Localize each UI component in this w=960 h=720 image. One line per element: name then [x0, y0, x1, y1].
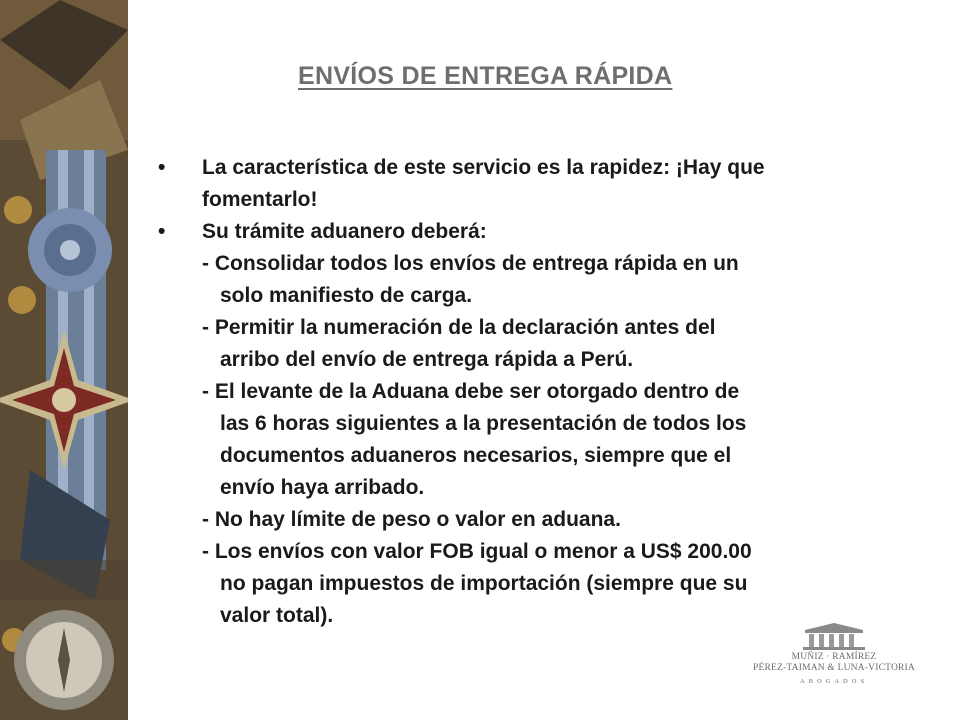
- bullet-line: Su trámite aduanero deberá:: [202, 220, 487, 243]
- slide-title: ENVÍOS DE ENTREGA RÁPIDA: [298, 62, 673, 90]
- medal-collage-illustration: [0, 0, 128, 720]
- bullet-line: La característica de este servicio es la rapidez: ¡Hay que: [202, 156, 765, 179]
- bullet-item: [150, 216, 930, 632]
- bullet-line: - Consolidar todos los envíos de entrega rápida en un: [202, 252, 739, 275]
- bullet-line: documentos aduaneros necesarios, siempre que el: [220, 444, 732, 467]
- bullet-list: [150, 152, 930, 632]
- bullet-line: - Permitir la numeración de la declaración antes del: [202, 316, 716, 339]
- bullet-line: arribo del envío de entrega rápida a Perú.: [220, 348, 634, 371]
- bullet-marker: •: [158, 156, 166, 179]
- decorative-side-image: [0, 0, 128, 720]
- logo-line-2: PÉREZ-TAIMAN & LUNA-VICTORIA: [753, 663, 915, 673]
- bullet-item: [150, 152, 930, 216]
- firm-logo: [753, 622, 915, 702]
- bullet-line: las 6 horas siguientes a la presentación de todos los: [220, 412, 747, 435]
- bullet-line: solo manifiesto de carga.: [220, 284, 473, 307]
- bullet-line: envío haya arribado.: [220, 476, 425, 499]
- bullet-line: valor total).: [220, 604, 334, 627]
- bullet-marker: •: [158, 220, 166, 243]
- logo-line-3: ABOGADOS: [799, 678, 869, 685]
- bullet-line: - No hay límite de peso o valor en aduana.: [202, 508, 621, 531]
- columns-building-icon: [801, 622, 867, 652]
- logo-line-1: MUÑIZ · RAMÍREZ: [791, 652, 877, 662]
- bullet-line: fomentarlo!: [202, 188, 318, 211]
- bullet-line: no pagan impuestos de importación (siempre que su: [220, 572, 748, 595]
- bullet-line: - Los envíos con valor FOB igual o menor a US$ 200.00: [202, 540, 752, 563]
- bullet-line: - El levante de la Aduana debe ser otorgado dentro de: [202, 380, 740, 403]
